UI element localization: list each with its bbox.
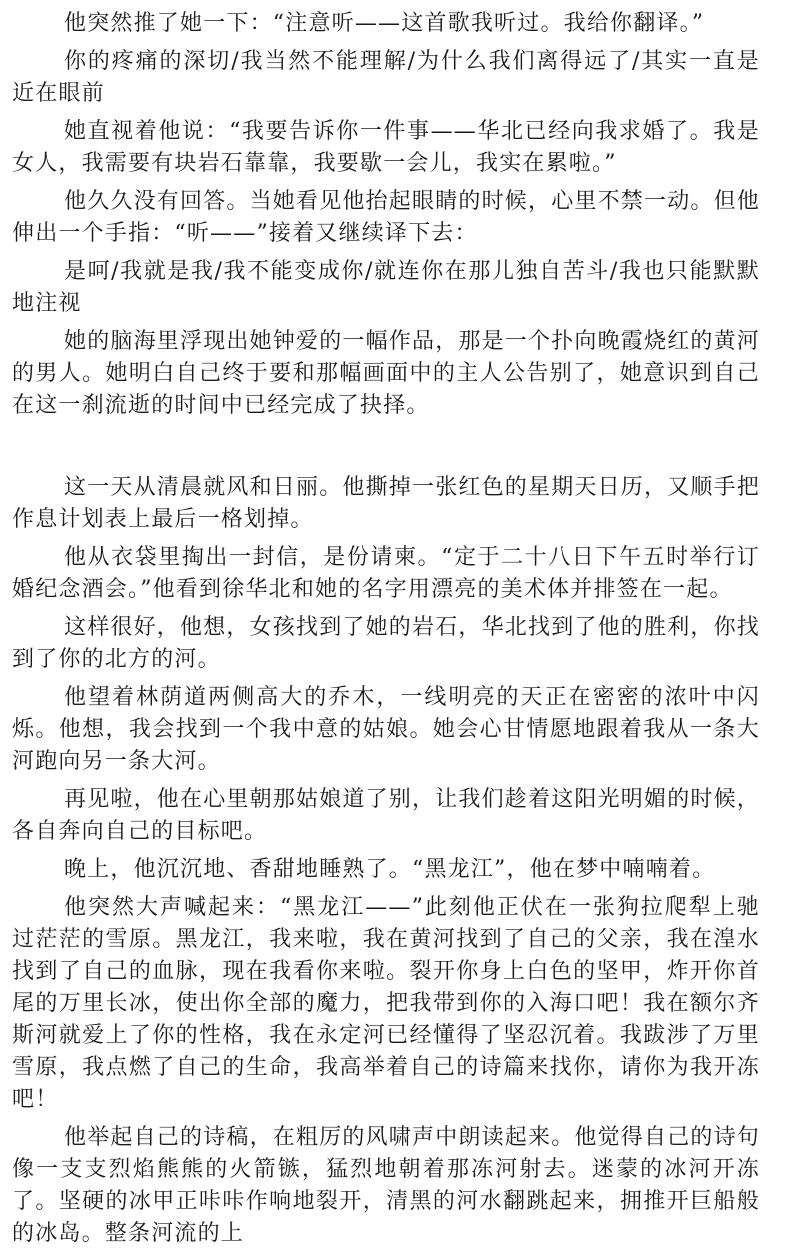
paragraph: 她的脑海里浮现出她钟爱的一幅作品，那是一个扑向晚霞烧红的黄河的男人。她明白自己终于要和那幅画面中的主人公告别了，她意识到自己在这一刹流逝的时间中已经完成了抉择。 (12, 329, 761, 418)
paragraph: 你的疼痛的深切/我当然不能理解/为什么我们离得远了/其实一直是近在眼前 (12, 49, 760, 106)
paragraph: 这样很好，他想，女孩找到了她的岩石，华北找到了他的胜利，你找到了你的北方的河。 (12, 615, 761, 672)
paragraph: 他突然大声喊起来：“黑龙江——”此刻他正伏在一张狗拉爬犁上驰过茫茫的雪原。黑龙江，我来啦，我在黄河找到了自己的父亲，我在湟水找到了自己的血脉，现在我看你来啦。裂开你身上白色的坚甲，炸开你首尾的万里长冰，使出你全部的魔力，把我带到你的入海口吧！我在额尔齐斯河就爱上了你的性格，我在永定河已经懂得了坚忍沉着。我跋涉了万里雪原，我点燃了自己的生命，我高举着自己的诗篇来找你，请你为我开冻吧！ (12, 895, 760, 1112)
section-gap (64, 428, 760, 472)
paragraph: 这一天从清晨就风和日丽。他撕掉一张红色的星期天日历，又顺手把作息计划表上最后一格划掉。 (12, 475, 761, 532)
paragraph: 她直视着他说：“我要告诉你一件事——华北已经向我求婚了。我是女人，我需要有块岩石靠靠，我要歇一会儿，我实在累啦。” (12, 119, 760, 176)
paragraph: 他望着林荫道两侧高大的乔木，一线明亮的天正在密密的浓叶中闪烁。他想，我会找到一个我中意的姑娘。她会心甘情愿地跟着我从一条大河跑向另一条大河。 (12, 685, 760, 774)
paragraph: 是呵/我就是我/我不能变成你/就连你在那儿独自苦斗/我也只能默默地注视 (12, 259, 760, 316)
paragraph: 晚上，他沉沉地、香甜地睡熟了。“黑龙江”，他在梦中喃喃着。 (64, 857, 716, 882)
paragraph: 他久久没有回答。当她看见他抬起眼睛的时候，心里不禁一动。但他伸出一个手指：“听——”接着又继续译下去： (12, 189, 761, 246)
paragraph: 再见啦，他在心里朝那姑娘道了别，让我们趁着这阳光明媚的时候，各自奔向自己的目标吧。 (12, 787, 761, 844)
paragraph: 他突然推了她一下：“注意听——这首歌我听过。我给你翻译。” (64, 11, 705, 36)
paragraph: 他从衣袋里掏出一封信，是份请柬。“定于二十八日下午五时举行订婚纪念酒会。”他看到徐华北和她的名字用漂亮的美术体并排签在一起。 (12, 545, 760, 602)
paragraph: 他举起自己的诗稿，在粗厉的风啸声中朗读起来。他觉得自己的诗句像一支支烈焰熊熊的火箭镞，猛烈地朝着那冻河射去。迷蒙的冰河开冻了。坚硬的冰甲正咔咔作响地裂开，清黑的河水翻跳起来，拥推开巨船般的冰岛。整条河流的上 (12, 1125, 761, 1246)
